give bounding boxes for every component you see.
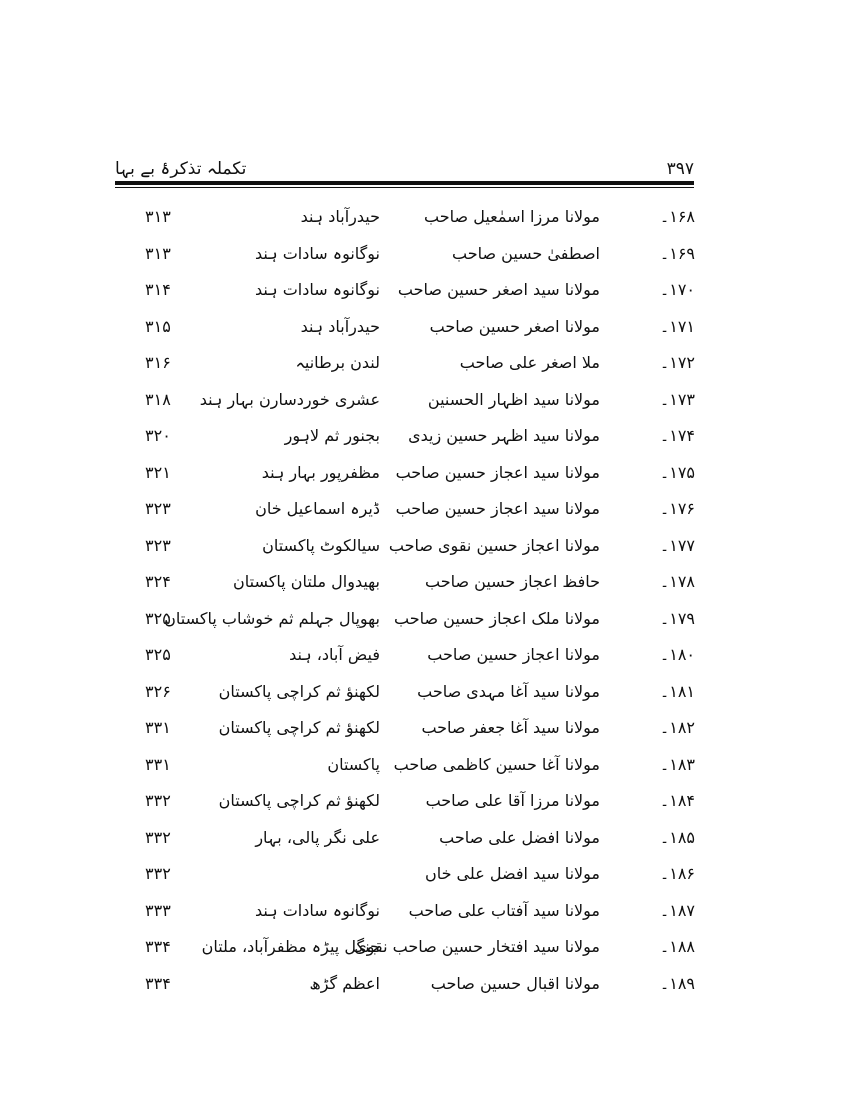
entry-place: بھیدوال ملتان پاکستان <box>232 572 380 591</box>
entry-serial: ۱۷۷۔ <box>659 535 695 555</box>
entry-serial: ۱۷۶۔ <box>659 499 695 518</box>
running-head <box>115 158 694 180</box>
entry-page-ref: ۳۲۶ <box>145 681 171 701</box>
entry-serial: ۱۷۸۔ <box>659 572 695 591</box>
entry-place: فیض آباد، ہند <box>289 645 380 664</box>
index-row <box>0 677 850 714</box>
entry-page-ref: ۳۲۳ <box>145 535 171 555</box>
entry-place: لکھنؤ ثم کراچی پاکستان <box>218 791 380 810</box>
entry-page-ref: ۳۲۵ <box>145 645 171 664</box>
entry-name: مولانا مرزا اسمٰعیل صاحب <box>424 207 600 226</box>
entry-place: بھوپال جہلم ثم خوشاب پاکستان <box>164 608 380 628</box>
entry-place: نوگانوہ سادات ہند <box>255 280 380 299</box>
entry-serial: ۱۸۰۔ <box>659 645 695 664</box>
entry-place: نوگانوہ سادات ہند <box>255 243 380 263</box>
entry-name: حافظ اعجاز حسین صاحب <box>424 572 600 591</box>
header-rule-thick <box>115 181 694 185</box>
entry-serial: ۱۸۲۔ <box>659 718 695 737</box>
index-row <box>0 640 850 677</box>
entry-place: علی نگر پالی، بہار <box>255 827 380 847</box>
entry-page-ref: ۳۳۴ <box>145 937 171 956</box>
entry-page-ref: ۳۲۳ <box>145 499 171 518</box>
entry-serial: ۱۸۹۔ <box>659 973 695 993</box>
index-list <box>0 202 850 1005</box>
entry-page-ref: ۳۳۲ <box>145 827 171 847</box>
header-rule-thin <box>115 187 694 188</box>
entry-serial: ۱۸۳۔ <box>659 754 695 774</box>
entry-name: اصطفیٰ حسین صاحب <box>452 243 600 263</box>
entry-name: مولانا اعجاز حسین نقوی صاحب <box>388 535 600 555</box>
entry-serial: ۱۸۶۔ <box>659 864 695 883</box>
entry-name: مولانا سید اظہر حسین زیدی <box>408 426 600 445</box>
entry-place: اعظم گڑھ <box>309 973 380 993</box>
entry-name: مولانا سید اعجاز حسین صاحب <box>395 499 600 518</box>
entry-serial: ۱۷۰۔ <box>659 280 695 299</box>
entry-place: سیالکوٹ پاکستان <box>262 535 380 555</box>
entry-name: مولانا اقبال حسین صاحب <box>430 973 600 993</box>
entry-serial: ۱۷۱۔ <box>659 316 695 336</box>
entry-name: مولانا سید افضل علی خاں <box>424 864 600 883</box>
entry-name: مولانا افضل علی صاحب <box>439 827 600 847</box>
entry-name: ملا اصغر علی صاحب <box>459 353 600 372</box>
index-row <box>0 239 850 276</box>
entry-serial: ۱۸۵۔ <box>659 827 695 847</box>
entry-serial: ۱۷۵۔ <box>659 462 695 482</box>
entry-name: مولانا اعجاز حسین صاحب <box>427 645 600 664</box>
index-row <box>0 896 850 933</box>
entry-page-ref: ۳۲۴ <box>145 572 171 591</box>
entry-name: مولانا سید اعجاز حسین صاحب <box>395 462 600 482</box>
entry-place: بجنور ثم لاہور <box>284 426 380 445</box>
entry-page-ref: ۳۲۱ <box>145 462 171 482</box>
entry-place: ڈیرہ اسماعیل خان <box>255 499 380 518</box>
entry-name: مولانا اصغر حسین صاحب <box>429 316 600 336</box>
index-row <box>0 421 850 458</box>
entry-place: حیدرآباد ہند <box>300 316 380 336</box>
page-number: ۳۹۷ <box>666 159 694 179</box>
entry-page-ref: ۳۱۵ <box>145 316 171 336</box>
entry-serial: ۱۸۱۔ <box>659 681 695 701</box>
entry-page-ref: ۳۱۴ <box>145 280 171 299</box>
entry-serial: ۱۷۲۔ <box>659 353 695 372</box>
entry-place: نوگانوہ سادات ہند <box>255 900 380 920</box>
entry-name: مولانا آغا حسین کاظمی صاحب <box>393 754 600 774</box>
index-row <box>0 494 850 531</box>
entry-page-ref: ۳۳۴ <box>145 973 171 993</box>
entry-name: مولانا ملک اعجاز حسین صاحب <box>394 608 600 628</box>
index-row <box>0 786 850 823</box>
entry-place: مظفرپور بہار ہند <box>261 462 380 482</box>
entry-name: مولانا سید آفتاب علی صاحب <box>408 900 600 920</box>
entry-page-ref: ۳۱۳ <box>145 243 171 263</box>
entry-page-ref: ۳۳۲ <box>145 864 171 883</box>
entry-serial: ۱۷۹۔ <box>659 608 695 628</box>
index-row <box>0 531 850 568</box>
entry-page-ref: ۳۳۳ <box>145 900 171 920</box>
entry-serial: ۱۶۸۔ <box>659 207 695 226</box>
entry-page-ref: ۳۱۶ <box>145 353 171 372</box>
index-row <box>0 932 850 969</box>
index-row <box>0 567 850 604</box>
entry-name: مولانا سید آغا جعفر صاحب <box>421 718 600 737</box>
index-row <box>0 275 850 312</box>
entry-serial: ۱۶۹۔ <box>659 243 695 263</box>
book-title: تکملہ تذکرۂ بے بہا <box>115 159 247 179</box>
entry-serial: ۱۸۷۔ <box>659 900 695 920</box>
index-row <box>0 750 850 787</box>
entry-serial: ۱۷۳۔ <box>659 389 695 409</box>
entry-place: لندن برطانیہ <box>295 353 380 372</box>
entry-serial: ۱۸۸۔ <box>659 937 695 956</box>
index-row <box>0 604 850 641</box>
index-row <box>0 385 850 422</box>
entry-place: حیدرآباد ہند <box>300 207 380 226</box>
entry-page-ref: ۳۱۳ <box>145 207 171 226</box>
entry-page-ref: ۳۲۰ <box>145 426 171 445</box>
entry-place: لکھنؤ ثم کراچی پاکستان <box>218 718 380 737</box>
entry-page-ref: ۳۳۱ <box>145 754 171 774</box>
entry-page-ref: ۳۳۱ <box>145 718 171 737</box>
index-row <box>0 969 850 1006</box>
index-row <box>0 348 850 385</box>
entry-name: مولانا سید اظہار الحسنین <box>427 389 600 409</box>
entry-page-ref: ۳۳۲ <box>145 791 171 810</box>
entry-name: مولانا مرزا آقا علی صاحب <box>425 791 600 810</box>
index-row <box>0 202 850 239</box>
entry-name: مولانا سید آغا مہدی صاحب <box>417 681 600 701</box>
entry-name: مولانا سید اصغر حسین صاحب <box>397 280 600 299</box>
index-row <box>0 823 850 860</box>
entry-page-ref: ۳۱۸ <box>145 389 171 409</box>
index-row <box>0 713 850 750</box>
entry-place: عشری خوردسارن بہار ہند <box>199 389 380 409</box>
entry-serial: ۱۷۴۔ <box>659 426 695 445</box>
entry-serial: ۱۸۴۔ <box>659 791 695 810</box>
entry-name: مولانا سید افتخار حسین صاحب نقوی <box>354 937 600 956</box>
index-row <box>0 458 850 495</box>
entry-page-ref: ۳۲۵ <box>145 608 171 628</box>
entry-place: جنگل پیڑہ مظفرآباد، ملتان <box>201 937 380 956</box>
entry-place: پاکستان <box>327 754 380 774</box>
index-row <box>0 312 850 349</box>
entry-place: لکھنؤ ثم کراچی پاکستان <box>218 681 380 701</box>
index-row <box>0 859 850 896</box>
